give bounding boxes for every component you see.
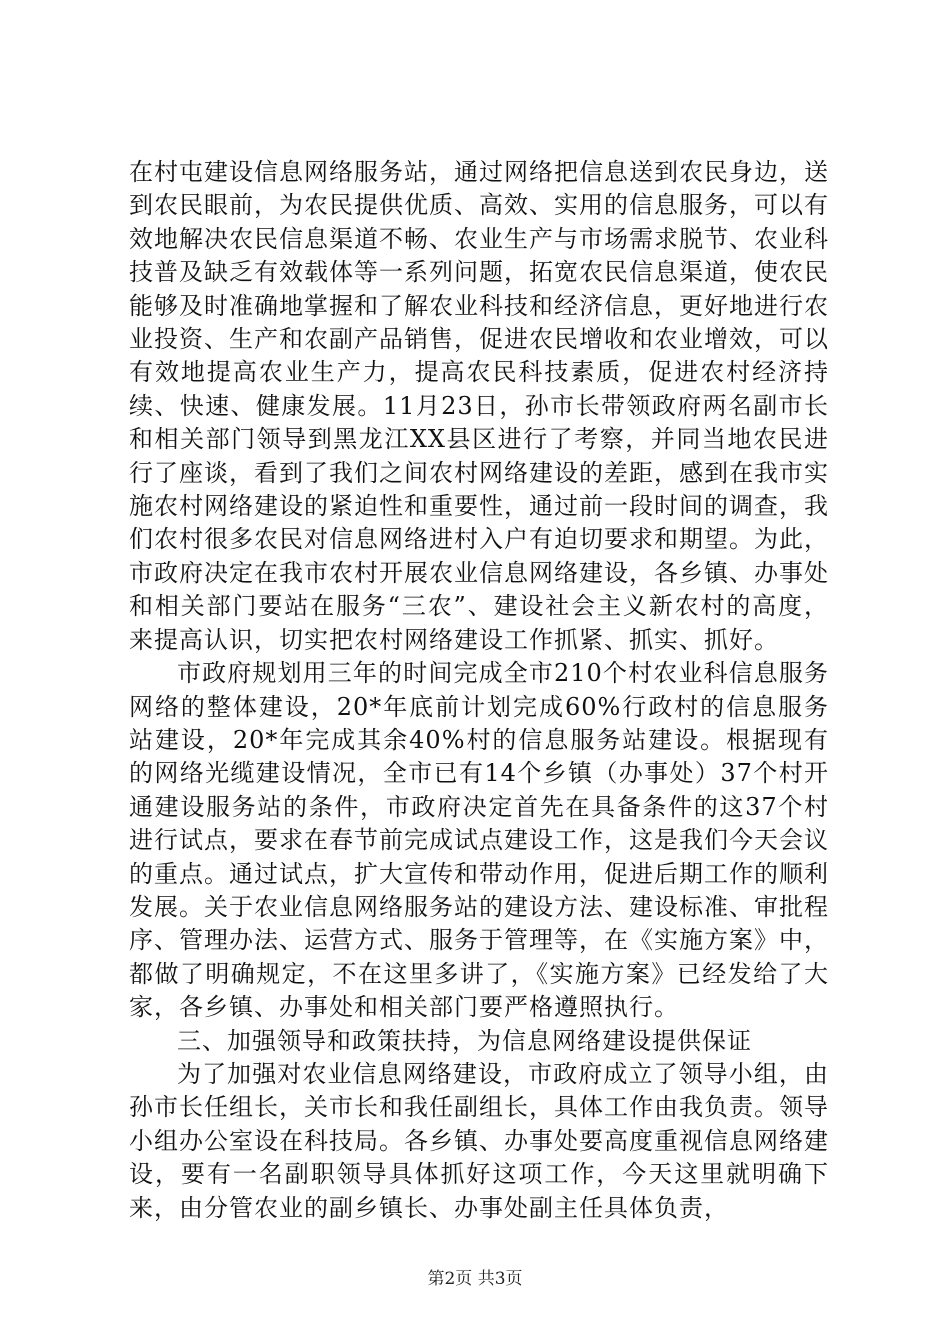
- paragraph-plan: 市政府规划用三年的时间完成全市210个村农业科信息服务网络的整体建设，20*年底前计划完成60%行政村的信息服务站建设，20*年完成其余40%村的信息服务站建设。根据现有的网络光缆建设情况，全市已有14个乡镇（办事处）37个村开通建设服务站的条件，市政府决定首先在具备条件的这37个村进行试点，要求在春节前完成试点建设工作，这是我们今天会议的重点。通过试点，扩大宣传和带动作用，促进后期工作的顺利发展。关于农业信息网络服务站的建设方法、建设标准、审批程序、管理办法、运营方式、服务于管理等，在《实施方案》中，都做了明确规定，不在这里多讲了，《实施方案》已经发给了大家，各乡镇、办事处和相关部门要严格遵照执行。: [129, 659, 829, 1022]
- page-footer: 第2页 共3页: [427, 1269, 523, 1289]
- paragraph-leadership: 为了加强对农业信息网络建设，市政府成立了领导小组，由孙市长任组长，关市长和我任副组长，具体工作由我负责。领导小组办公室设在科技局。各乡镇、办事处要高度重视信息网络建设，要有一名副职领导具体抓好这项工作，今天这里就明确下来，由分管农业的副乡镇长、办事处副主任具体负责，: [129, 1059, 829, 1222]
- section-heading-3: 三、加强领导和政策扶持，为信息网络建设提供保证: [177, 1026, 752, 1055]
- document-body: [129, 156, 829, 1225]
- paragraph-continuation: 在村屯建设信息网络服务站，通过网络把信息送到农民身边，送到农民眼前，为农民提供优质、高效、实用的信息服务，可以有效地解决农民信息渠道不畅、农业生产与市场需求脱节、农业科技普及缺乏有效载体等一系列问题，拓宽农民信息渠道，使农民能够及时准确地掌握和了解农业科技和经济信息，更好地进行农业投资、生产和农副产品销售，促进农民增收和农业增效，可以有效地提高农业生产力，提高农民科技素质，促进农村经济持续、快速、健康发展。11月23日，孙市长带领政府两名副市长和相关部门领导到黑龙江XX县区进行了考察，并同当地农民进行了座谈，看到了我们之间农村网络建设的差距，感到在我市实施农村网络建设的紧迫性和重要性，通过前一段时间的调查，我们农村很多农民对信息网络进村入户有迫切要求和期望。为此，市政府决定在我市农村开展农业信息网络建设，各乡镇、办事处和相关部门要站在服务“三农”、建设社会主义新农村的高度，来提高认识，切实把农村网络建设工作抓紧、抓实、抓好。: [129, 158, 829, 654]
